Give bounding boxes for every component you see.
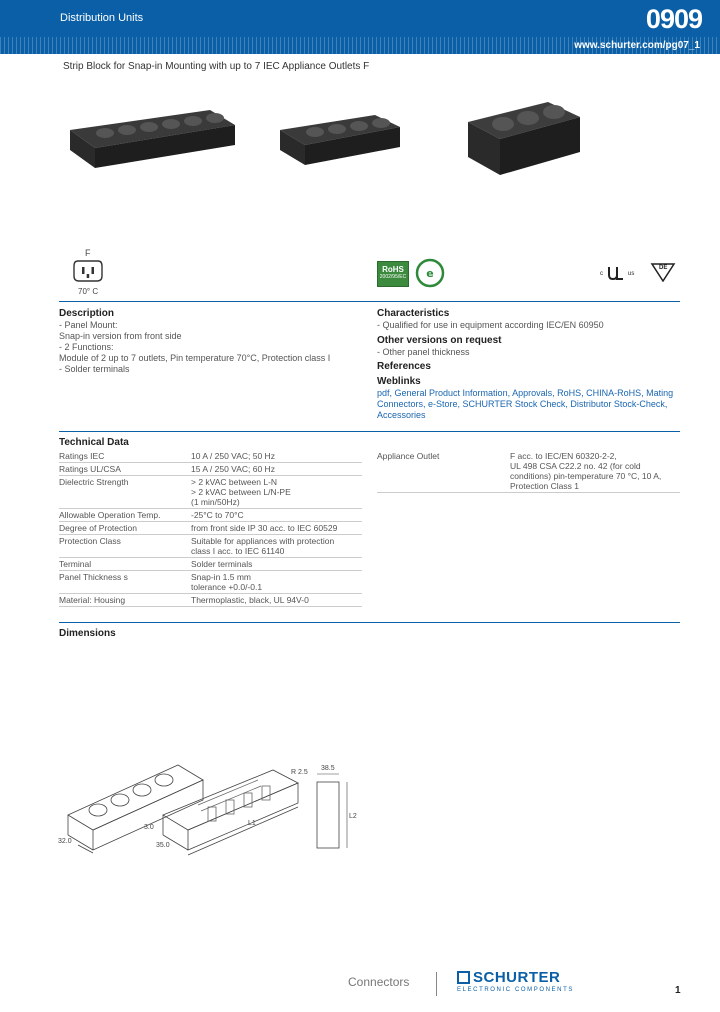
us-mark: us [628, 271, 635, 277]
tech-row [59, 450, 362, 463]
tech-row [59, 522, 362, 535]
product-image-7-outlet [60, 100, 240, 170]
tech-label: Terminal [59, 558, 191, 571]
tech-label: Dielectric Strength [59, 476, 191, 509]
references-heading: References [377, 361, 431, 372]
technical-table-left [59, 450, 362, 607]
ul-recognized-icon [606, 264, 626, 282]
technical-divider [59, 431, 680, 432]
product-subtitle: Strip Block for Snap-in Mounting with up to 7 IEC Appliance Outlets F [63, 61, 370, 72]
description-text: - Panel Mount: Snap-in version from front side - 2 Functions: Module of 2 up to 7 outlets, Pin temperature 70°C, Protection class I - Solder terminals [59, 320, 331, 374]
vde-label: DE [659, 265, 668, 271]
header-title: Distribution Units [60, 12, 144, 24]
rohs-sub: 2002/95/EC [379, 274, 407, 280]
schurter-tagline: ELECTRONIC COMPONENTS [457, 987, 574, 993]
footer-category: Connectors [348, 975, 410, 989]
characteristics-text: - Qualified for use in equipment according IEC/EN 60950 [377, 320, 604, 330]
tech-row [59, 558, 362, 571]
other-versions-heading: Other versions on request [377, 335, 502, 346]
footer-separator [436, 972, 437, 996]
dim-label-32: 32.0 [58, 838, 72, 845]
dimensions-heading: Dimensions [59, 628, 116, 639]
product-image-3-outlet [468, 97, 593, 177]
weblinks-list[interactable]: pdf, General Product Information, Approvals, RoHS, CHINA-RoHS, Mating Connectors, e-Store, SCHURTER Stock Check, Distributor Stock-Check, Accessories [377, 388, 674, 420]
dim-label-r25: R 2.5 [291, 769, 308, 776]
tech-label: Degree of Protection [59, 522, 191, 535]
tech-row [377, 450, 680, 493]
other-versions-text: - Other panel thickness [377, 347, 470, 357]
tech-value: F acc. to IEC/EN 60320-2-2, UL 498 CSA C22.2 no. 42 (for cold conditions) pin-temperature 70 °C, 10 A, Protection Class 1 [510, 450, 680, 493]
schurter-logo-icon [457, 971, 470, 984]
dim-label-l1: L1 [248, 820, 256, 827]
tech-label: Protection Class [59, 535, 191, 558]
tech-row [59, 594, 362, 607]
dim-label-l2: L2 [349, 813, 357, 820]
rohs-badge [377, 261, 409, 287]
characteristics-heading: Characteristics [377, 308, 450, 319]
c-mark: c [600, 271, 603, 277]
tech-row [59, 509, 362, 522]
outlet-type-letter: F [85, 248, 91, 258]
tech-value: Thermoplastic, black, UL 94V-0 [191, 594, 362, 607]
technical-heading: Technical Data [59, 437, 129, 448]
iec-outlet-symbol-icon [72, 258, 104, 284]
tech-value: 15 A / 250 VAC; 60 Hz [191, 463, 362, 476]
tech-value: from front side IP 30 acc. to IEC 60529 [191, 522, 362, 535]
schurter-logo [457, 969, 574, 993]
weblinks-heading: Weblinks [377, 376, 421, 387]
product-image-4-outlet [275, 105, 405, 167]
tech-label: Panel Thickness s [59, 571, 191, 594]
tech-label: Ratings IEC [59, 450, 191, 463]
tech-row [59, 535, 362, 558]
description-heading: Description [59, 308, 115, 319]
tech-value: -25°C to 70°C [191, 509, 362, 522]
dim-label-35: 35.0 [156, 842, 170, 849]
tech-value: 10 A / 250 VAC; 50 Hz [191, 450, 362, 463]
china-rohs-icon [415, 258, 445, 288]
dimensions-divider [59, 622, 680, 623]
tech-label: Material: Housing [59, 594, 191, 607]
outlet-temperature: 70° C [78, 287, 99, 296]
schurter-brand: SCHURTER [473, 969, 561, 986]
dim-label-3: 3.0 [144, 824, 154, 831]
technical-table-right [377, 450, 680, 493]
tech-row [59, 476, 362, 509]
dim-label-385: 38.5 [321, 765, 335, 772]
tech-row [59, 571, 362, 594]
tech-value: Suitable for appliances with protection class I acc. to IEC 61140 [191, 535, 362, 558]
header-page-number: 0909 [645, 4, 702, 34]
tech-row [59, 463, 362, 476]
tech-label: Ratings UL/CSA [59, 463, 191, 476]
tech-value: > 2 kVAC between L-N > 2 kVAC between L/N-PE (1 min/50Hz) [191, 476, 362, 509]
tech-value: Snap-in 1.5 mm tolerance +0.0/-0.1 [191, 571, 362, 594]
tech-value: Solder terminals [191, 558, 362, 571]
tech-label: Allowable Operation Temp. [59, 509, 191, 522]
header-url-link[interactable]: www.schurter.com/pg07_1 [574, 40, 700, 51]
section-divider [59, 301, 680, 302]
tech-label: Appliance Outlet [377, 450, 510, 493]
rohs-label: RoHS [382, 265, 404, 274]
footer-page-number: 1 [675, 985, 681, 996]
svg-text:e: e [426, 267, 434, 280]
dimension-drawing-cutout [285, 760, 365, 850]
